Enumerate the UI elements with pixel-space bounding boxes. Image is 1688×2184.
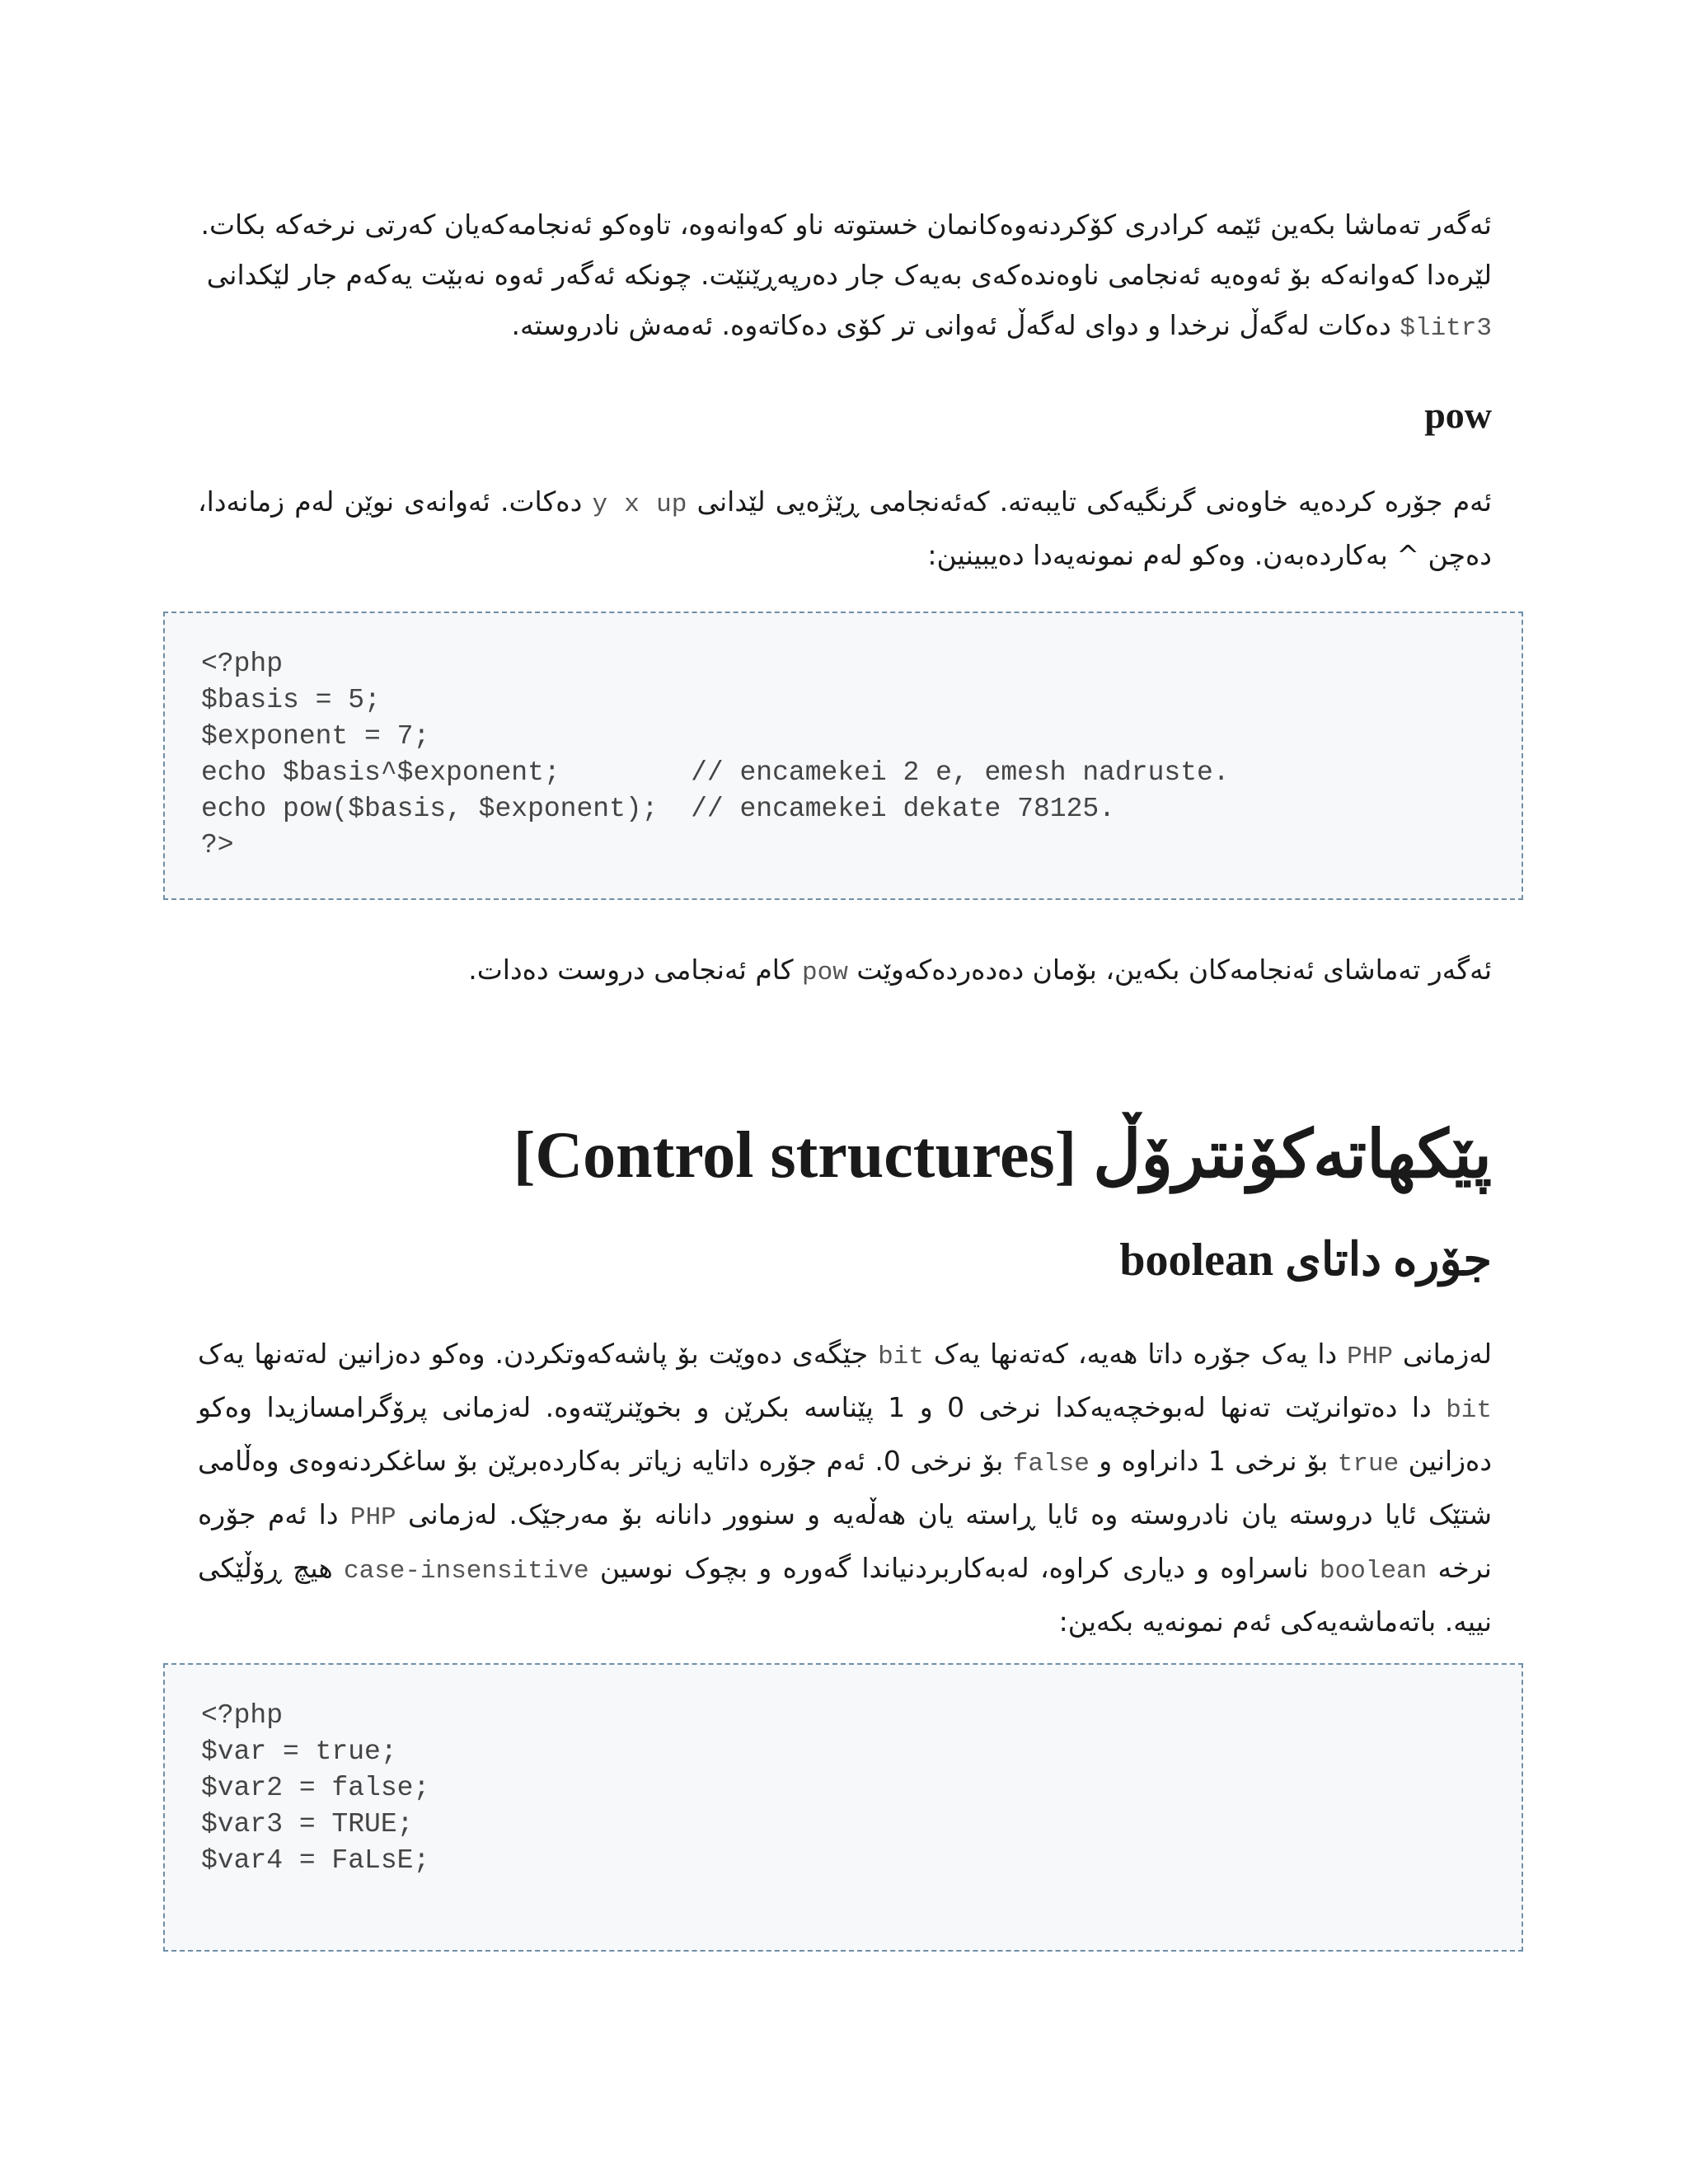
inline-code-case-insensitive: case-insensitive [343,1557,589,1586]
boolean-text-6: بۆ نرخی 0. ئەم جۆرە داتایە زیاتر بەکاردەبرێن بۆ ساغکردنەوەی وەڵامی شتێک ئایا دروستە یان نادروستە وە ئایا ڕاستە یان هەڵەیە و سنوور دانانە بۆ مەرجێک. لەزمانی [198,1445,1492,1530]
inline-code-php: PHP [1347,1343,1393,1371]
boolean-text-2: دا یەک جۆرە داتا هەیە، کەتەنها یەک [923,1338,1348,1370]
boolean-text-7: دا ئەم جۆرە نرخە [198,1498,1492,1584]
inline-code-litr3: $litr3 [1400,314,1492,343]
code-block-pow-content: <?php $basis = 5; $exponent = 7; echo $basis^$exponent; // encamekei 2 e, emesh nadruste. echo pow($basis, $exponent); // encamekei dekate 78125. ?> [201,649,1230,860]
boolean-text-4: دا دەتوانرێت تەنها لەبوخچەیەکدا نرخی 0 و 1 پێناسە بکرێن و بخوێنرێتەوە. لەزمانی پرۆگرامسازیدا وەکو دەزانین [198,1391,1493,1477]
code-block-boolean [163,1663,1523,1952]
intro-line-3: دەکات لەگەڵ نرخدا و دوای لەگەڵ ئەوانی تر کۆی دەکاتەوە. ئەمەش نادروستە. [511,309,1400,341]
inline-code-false: false [1012,1450,1090,1479]
boolean-text-8: ناسراوە و دیاری کراوە، لەبەکاربردنیاندا گەورە و بچوک نوسین [588,1552,1320,1584]
inline-code-bit-2: bit [1446,1396,1492,1425]
pow-heading: pow [1424,394,1492,436]
intro-line-1: ئەگەر تەماشا بکەین ئێمە کرادری کۆکردنەوەکانمان خستوتە ناو کەوانەوە، تاوەکو ئەنجامەکەیان کەرتی نرخەکە بکات. [200,209,1492,241]
inline-code-boolean: boolean [1320,1557,1428,1586]
code-block-boolean-content: <?php $var = true; $var2 = false; $var3 = TRUE; $var4 = FaLsE; [201,1700,430,1876]
inline-code-bit: bit [878,1343,924,1371]
boolean-text-1: لەزمانی [1392,1338,1493,1370]
pow-text-1: ئەم جۆرە کردەیە خاوەنی گرنگیەکی تایبەتە. کەئەنجامی ڕێژەیی لێدانی [687,485,1493,518]
inline-code-pow: pow [802,958,848,987]
boolean-paragraph [198,1329,1492,1647]
boolean-text-5: بۆ نرخی 1 دانراوە و [1089,1445,1338,1477]
pow-result-text-2: کام ئەنجامی دروست دەدات. [468,954,803,986]
pow-text-2: دەکات. ئەوانەی نوێن لەم زمانەدا، دەچن ^ بەکاردەبەن. وەکو لەم نمونەیەدا دەیبینین: [198,485,1492,571]
intro-line-2: لێرەدا کەوانەکە بۆ ئەوەیە ئەنجامی ناوەندەکەی بەیەک جار دەرپەڕێنێت. چونکە ئەگەر ئەوە نەبێت یەکەم جار لێکدانی [206,259,1492,291]
control-structures-heading: پێکهاتەکۆنترۆڵ [Control structures] [513,1119,1492,1192]
boolean-heading: جۆرە داتای boolean [1119,1235,1492,1286]
code-block-pow [163,612,1523,900]
pow-result-text-1: ئەگەر تەماشای ئەنجامەکان بکەین، بۆمان دەدەردەکەوێت [847,954,1492,986]
boolean-text-9: هیچ ڕۆڵێکی نییە. باتەماشەیەکی ئەم نمونەیە بکەین: [198,1552,1492,1638]
inline-code-y-x-up: y x up [592,490,687,519]
inline-code-true: true [1337,1450,1400,1479]
pow-paragraph [198,476,1492,580]
intro-paragraph [198,199,1492,354]
pow-result-paragraph [198,944,1492,998]
inline-code-php-2: PHP [349,1503,396,1532]
boolean-text-3: جێگەی دەوێت بۆ پاشەکەوتکردن. وەکو دەزانین لەتەنها یەک [198,1338,879,1370]
